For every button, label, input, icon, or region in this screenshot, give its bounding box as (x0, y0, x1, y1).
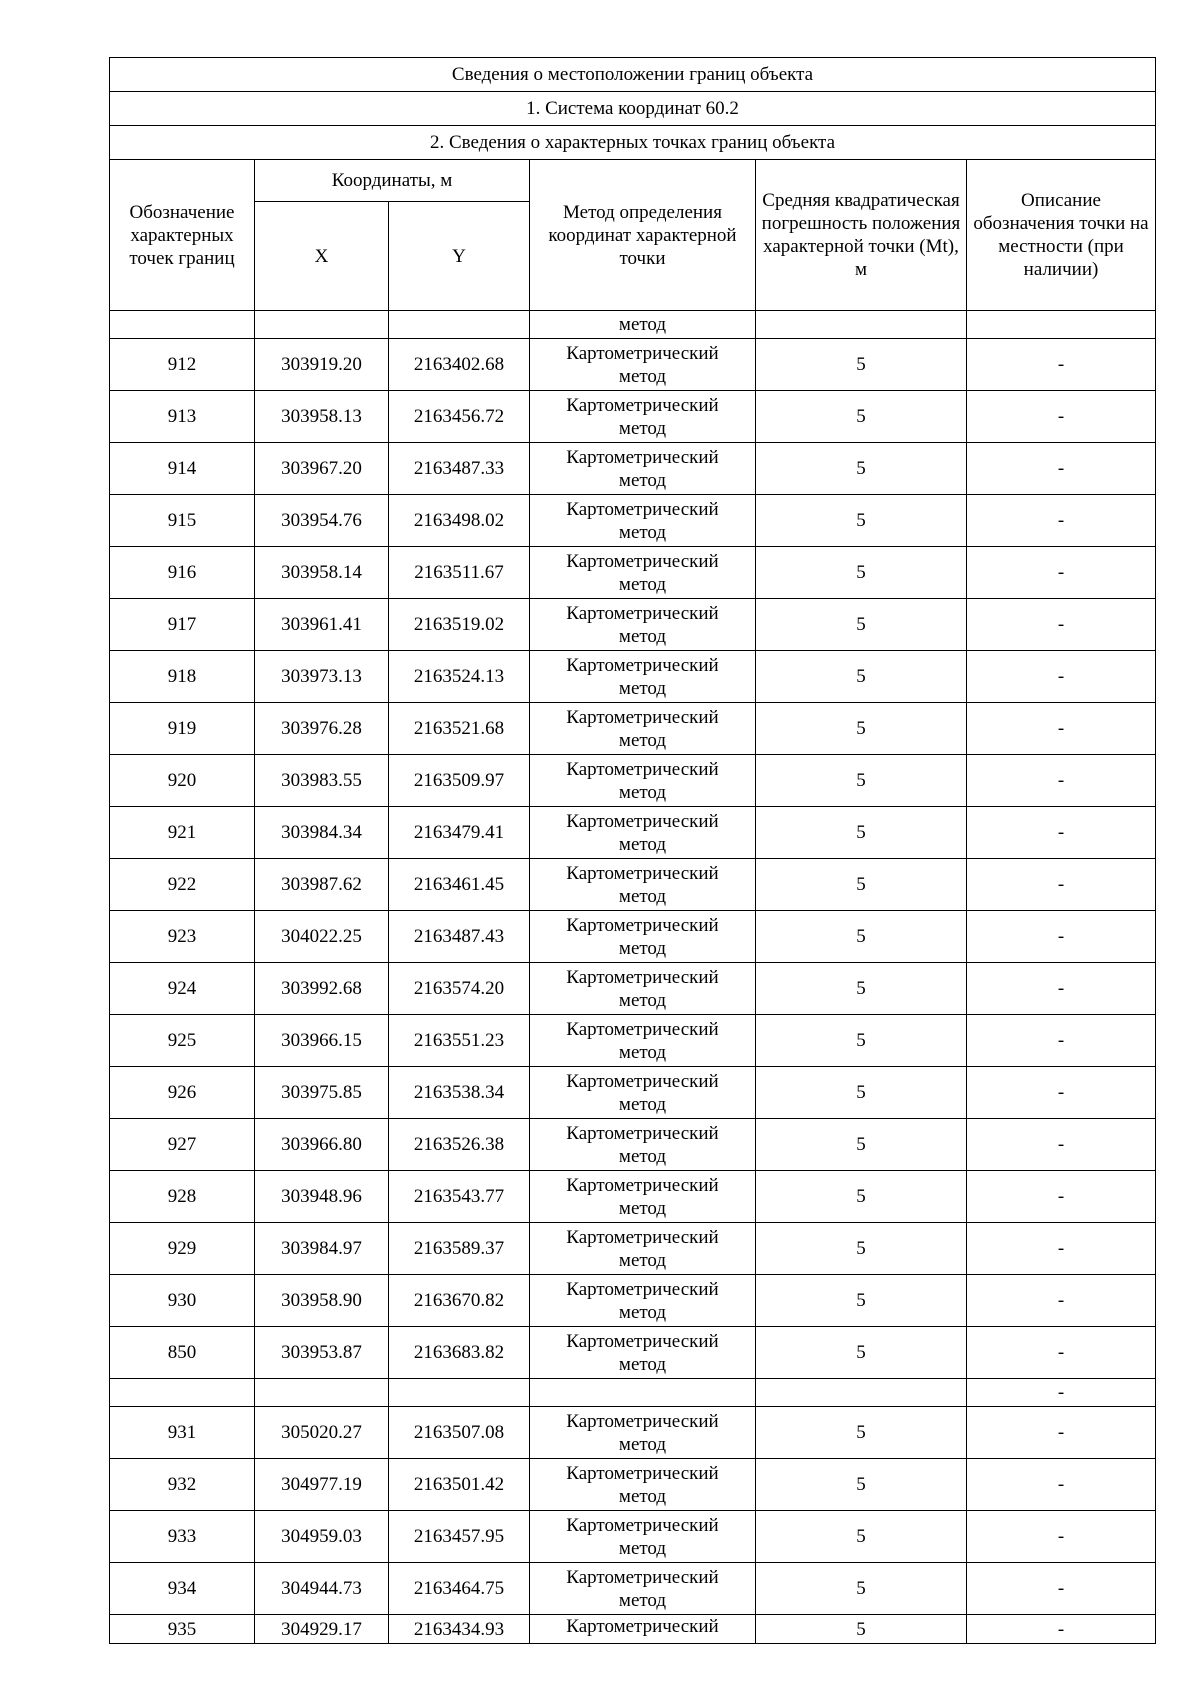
x-coordinate-cell: 303958.14 (255, 547, 389, 599)
point-id-cell: 932 (110, 1459, 255, 1511)
point-id-cell: 925 (110, 1015, 255, 1067)
method-cell (530, 755, 756, 807)
separator-desc-cell: - (967, 1379, 1156, 1407)
accuracy-cell: 5 (756, 755, 967, 807)
point-id-cell: 923 (110, 911, 255, 963)
table-row (110, 807, 1156, 859)
y-coordinate-cell: 2163519.02 (389, 599, 530, 651)
point-id-cell: 926 (110, 1067, 255, 1119)
continuation-method-cell: метод (530, 311, 756, 339)
description-cell: - (967, 339, 1156, 391)
table-row (110, 1459, 1156, 1511)
contour-separator-row (110, 1379, 1156, 1407)
point-id-cell: 912 (110, 339, 255, 391)
method-cell (530, 651, 756, 703)
x-coordinate-cell: 303948.96 (255, 1171, 389, 1223)
method-line-2: метод (618, 937, 667, 959)
accuracy-cell: 5 (756, 1615, 967, 1644)
method-line-2: метод (618, 1197, 667, 1219)
method-line-1: Картометрический (566, 498, 719, 520)
separator-empty-cell (110, 1379, 255, 1407)
x-coordinate-cell: 303983.55 (255, 755, 389, 807)
description-cell: - (967, 1563, 1156, 1615)
method-line-2: метод (618, 1249, 667, 1271)
x-coordinate-cell: 304977.19 (255, 1459, 389, 1511)
method-cell (530, 339, 756, 391)
description-cell: - (967, 495, 1156, 547)
method-cell (530, 1459, 756, 1511)
description-cell: - (967, 1015, 1156, 1067)
table-row (110, 651, 1156, 703)
point-id-cell: 915 (110, 495, 255, 547)
method-line-1: Картометрический (566, 1122, 719, 1144)
accuracy-cell: 5 (756, 703, 967, 755)
point-id-cell: 931 (110, 1407, 255, 1459)
x-coordinate-cell: 304022.25 (255, 911, 389, 963)
header-x: X (255, 202, 389, 311)
header-description: Описание обозначения точки на местности (при наличии) (967, 160, 1156, 311)
x-coordinate-cell: 304929.17 (255, 1615, 389, 1644)
method-line-1: Картометрический (566, 1410, 719, 1432)
y-coordinate-cell: 2163456.72 (389, 391, 530, 443)
method-cell (530, 1327, 756, 1379)
accuracy-cell: 5 (756, 599, 967, 651)
method-cell (530, 1067, 756, 1119)
method-line-2: метод (618, 365, 667, 387)
method-line-1: Картометрический (566, 654, 719, 676)
description-cell: - (967, 1223, 1156, 1275)
point-id-cell: 929 (110, 1223, 255, 1275)
method-cell (530, 703, 756, 755)
table-row (110, 1171, 1156, 1223)
table-row (110, 339, 1156, 391)
point-id-cell: 920 (110, 755, 255, 807)
table-row (110, 1119, 1156, 1171)
table-row (110, 911, 1156, 963)
accuracy-cell: 5 (756, 1511, 967, 1563)
point-id-cell: 918 (110, 651, 255, 703)
method-cell (530, 547, 756, 599)
accuracy-cell: 5 (756, 859, 967, 911)
accuracy-cell: 5 (756, 1119, 967, 1171)
method-line-1: Картометрический (566, 1514, 719, 1536)
table-row (110, 1223, 1156, 1275)
method-line-2: метод (618, 833, 667, 855)
method-cell (530, 859, 756, 911)
method-cell (530, 1511, 756, 1563)
method-cell (530, 599, 756, 651)
table-row (110, 391, 1156, 443)
y-coordinate-cell: 2163498.02 (389, 495, 530, 547)
x-coordinate-cell: 303987.62 (255, 859, 389, 911)
y-coordinate-cell: 2163683.82 (389, 1327, 530, 1379)
description-cell: - (967, 807, 1156, 859)
y-coordinate-cell: 2163487.33 (389, 443, 530, 495)
y-coordinate-cell: 2163543.77 (389, 1171, 530, 1223)
accuracy-cell: 5 (756, 495, 967, 547)
y-coordinate-cell: 2163551.23 (389, 1015, 530, 1067)
method-line-1: Картометрический (566, 1174, 719, 1196)
continuation-y-cell (389, 311, 530, 339)
accuracy-cell: 5 (756, 1067, 967, 1119)
point-id-cell: 914 (110, 443, 255, 495)
method-line-1: Картометрический (566, 602, 719, 624)
table-row (110, 1015, 1156, 1067)
separator-empty-cell (255, 1379, 389, 1407)
point-id-cell: 924 (110, 963, 255, 1015)
method-cell (530, 1015, 756, 1067)
continuation-x-cell (255, 311, 389, 339)
table-row (110, 547, 1156, 599)
method-cell: Картометрический (530, 1615, 756, 1644)
method-line-2: метод (618, 1537, 667, 1559)
method-line-1: Картометрический (566, 1018, 719, 1040)
method-cell (530, 807, 756, 859)
accuracy-cell: 5 (756, 1407, 967, 1459)
method-cell (530, 1119, 756, 1171)
point-id-cell: 922 (110, 859, 255, 911)
description-cell: - (967, 859, 1156, 911)
y-coordinate-cell: 2163589.37 (389, 1223, 530, 1275)
x-coordinate-cell: 303973.13 (255, 651, 389, 703)
description-cell: - (967, 1327, 1156, 1379)
description-cell: - (967, 703, 1156, 755)
y-coordinate-cell: 2163538.34 (389, 1067, 530, 1119)
method-cell (530, 1223, 756, 1275)
x-coordinate-cell: 304959.03 (255, 1511, 389, 1563)
accuracy-cell: 5 (756, 1171, 967, 1223)
coordinate-system-heading: 1. Система координат 60.2 (110, 92, 1156, 126)
point-id-cell: 933 (110, 1511, 255, 1563)
method-line-2: метод (618, 1589, 667, 1611)
description-cell: - (967, 1511, 1156, 1563)
accuracy-cell: 5 (756, 651, 967, 703)
x-coordinate-cell: 303919.20 (255, 339, 389, 391)
accuracy-cell: 5 (756, 1275, 967, 1327)
continuation-id-cell (110, 311, 255, 339)
point-id-cell: 919 (110, 703, 255, 755)
method-line-1: Картометрический (566, 706, 719, 728)
method-line-1: Картометрический (566, 446, 719, 468)
method-line-2: метод (618, 1433, 667, 1455)
description-cell: - (967, 755, 1156, 807)
y-coordinate-cell: 2163507.08 (389, 1407, 530, 1459)
method-cell (530, 1275, 756, 1327)
description-cell: - (967, 1119, 1156, 1171)
table-row (110, 495, 1156, 547)
points-section-heading: 2. Сведения о характерных точках границ объекта (110, 126, 1156, 160)
table-row (110, 1615, 1156, 1644)
method-line-1: Картометрический (566, 1226, 719, 1248)
point-id-cell: 916 (110, 547, 255, 599)
method-line-1: Картометрический (566, 810, 719, 832)
accuracy-cell: 5 (756, 1563, 967, 1615)
description-cell: - (967, 651, 1156, 703)
table-row (110, 1511, 1156, 1563)
method-line-2: метод (618, 781, 667, 803)
y-coordinate-cell: 2163461.45 (389, 859, 530, 911)
table-row (110, 1407, 1156, 1459)
method-line-1: Картометрический (566, 966, 719, 988)
method-line-2: метод (618, 1485, 667, 1507)
y-coordinate-cell: 2163501.42 (389, 1459, 530, 1511)
continuation-mt-cell (756, 311, 967, 339)
table-row (110, 1067, 1156, 1119)
x-coordinate-cell: 303953.87 (255, 1327, 389, 1379)
separator-empty-cell (389, 1379, 530, 1407)
x-coordinate-cell: 305020.27 (255, 1407, 389, 1459)
method-line-1: Картометрический (566, 914, 719, 936)
y-coordinate-cell: 2163521.68 (389, 703, 530, 755)
method-line-2: метод (618, 729, 667, 751)
table-row (110, 859, 1156, 911)
method-cell (530, 443, 756, 495)
x-coordinate-cell: 303958.13 (255, 391, 389, 443)
table-row (110, 755, 1156, 807)
method-line-1: Картометрический (566, 862, 719, 884)
x-coordinate-cell: 304944.73 (255, 1563, 389, 1615)
accuracy-cell: 5 (756, 807, 967, 859)
description-cell: - (967, 1275, 1156, 1327)
x-coordinate-cell: 303975.85 (255, 1067, 389, 1119)
method-cell (530, 391, 756, 443)
method-cell (530, 1407, 756, 1459)
x-coordinate-cell: 303961.41 (255, 599, 389, 651)
method-line-1: Картометрический (566, 1330, 719, 1352)
method-cell (530, 1563, 756, 1615)
accuracy-cell: 5 (756, 1459, 967, 1511)
point-id-cell: 921 (110, 807, 255, 859)
accuracy-cell: 5 (756, 911, 967, 963)
accuracy-cell: 5 (756, 1327, 967, 1379)
table-row (110, 963, 1156, 1015)
x-coordinate-cell: 303954.76 (255, 495, 389, 547)
y-coordinate-cell: 2163464.75 (389, 1563, 530, 1615)
point-id-cell: 935 (110, 1615, 255, 1644)
point-id-cell: 927 (110, 1119, 255, 1171)
method-line-1: Картометрический (566, 1278, 719, 1300)
y-coordinate-cell: 2163487.43 (389, 911, 530, 963)
y-coordinate-cell: 2163509.97 (389, 755, 530, 807)
method-line-2: метод (618, 521, 667, 543)
description-cell: - (967, 1171, 1156, 1223)
x-coordinate-cell: 303966.80 (255, 1119, 389, 1171)
method-line-2: метод (618, 989, 667, 1011)
description-cell: - (967, 1407, 1156, 1459)
method-line-1: Картометрический (566, 1566, 719, 1588)
header-method: Метод определения координат характерной точки (530, 160, 756, 311)
description-cell: - (967, 443, 1156, 495)
accuracy-cell: 5 (756, 547, 967, 599)
method-line-2: метод (618, 417, 667, 439)
method-line-2: метод (618, 573, 667, 595)
table-row (110, 1275, 1156, 1327)
method-line-2: метод (618, 1145, 667, 1167)
accuracy-cell: 5 (756, 1015, 967, 1067)
method-cell (530, 911, 756, 963)
method-line-2: метод (618, 1093, 667, 1115)
y-coordinate-cell: 2163479.41 (389, 807, 530, 859)
method-cell (530, 495, 756, 547)
x-coordinate-cell: 303984.97 (255, 1223, 389, 1275)
method-line-2: метод (618, 885, 667, 907)
method-line-2: метод (618, 1041, 667, 1063)
accuracy-cell: 5 (756, 339, 967, 391)
x-coordinate-cell: 303958.90 (255, 1275, 389, 1327)
y-coordinate-cell: 2163524.13 (389, 651, 530, 703)
point-id-cell: 934 (110, 1563, 255, 1615)
separator-empty-cell (756, 1379, 967, 1407)
header-point-designation: Обозначение характерных точек границ (110, 160, 255, 311)
description-cell: - (967, 963, 1156, 1015)
point-id-cell: 930 (110, 1275, 255, 1327)
description-cell: - (967, 1615, 1156, 1644)
table-row (110, 599, 1156, 651)
description-cell: - (967, 1067, 1156, 1119)
y-coordinate-cell: 2163574.20 (389, 963, 530, 1015)
point-id-cell: 928 (110, 1171, 255, 1223)
method-line-1: Картометрический (566, 758, 719, 780)
accuracy-cell: 5 (756, 963, 967, 1015)
y-coordinate-cell: 2163670.82 (389, 1275, 530, 1327)
continuation-row (110, 311, 1156, 339)
table-row (110, 1327, 1156, 1379)
y-coordinate-cell: 2163402.68 (389, 339, 530, 391)
method-cell (530, 963, 756, 1015)
method-line-1: Картометрический (566, 1070, 719, 1092)
header-accuracy: Средняя квадратическая погрешность положения характерной точки (Mt), м (756, 160, 967, 311)
method-line-2: метод (618, 469, 667, 491)
table-row (110, 443, 1156, 495)
x-coordinate-cell: 303984.34 (255, 807, 389, 859)
y-coordinate-cell: 2163457.95 (389, 1511, 530, 1563)
description-cell: - (967, 547, 1156, 599)
method-line-1: Картометрический (566, 394, 719, 416)
table-row (110, 703, 1156, 755)
description-cell: - (967, 599, 1156, 651)
description-cell: - (967, 1459, 1156, 1511)
method-line-2: метод (618, 1353, 667, 1375)
x-coordinate-cell: 303966.15 (255, 1015, 389, 1067)
accuracy-cell: 5 (756, 1223, 967, 1275)
method-line-1: Картометрический (566, 1462, 719, 1484)
method-line-2: метод (618, 677, 667, 699)
y-coordinate-cell: 2163526.38 (389, 1119, 530, 1171)
x-coordinate-cell: 303976.28 (255, 703, 389, 755)
method-cell (530, 1171, 756, 1223)
header-coordinates: Координаты, м (255, 160, 530, 202)
boundary-points-table (109, 57, 1156, 1644)
method-line-1: Картометрический (566, 342, 719, 364)
y-coordinate-cell: 2163434.93 (389, 1615, 530, 1644)
header-y: Y (389, 202, 530, 311)
accuracy-cell: 5 (756, 391, 967, 443)
table-row (110, 1563, 1156, 1615)
accuracy-cell: 5 (756, 443, 967, 495)
method-line-1: Картометрический (566, 550, 719, 572)
method-line-2: метод (618, 625, 667, 647)
x-coordinate-cell: 303992.68 (255, 963, 389, 1015)
point-id-cell: 850 (110, 1327, 255, 1379)
method-line-2: метод (618, 1301, 667, 1323)
description-cell: - (967, 391, 1156, 443)
separator-empty-cell (530, 1379, 756, 1407)
x-coordinate-cell: 303967.20 (255, 443, 389, 495)
point-id-cell: 917 (110, 599, 255, 651)
point-id-cell: 913 (110, 391, 255, 443)
description-cell: - (967, 911, 1156, 963)
y-coordinate-cell: 2163511.67 (389, 547, 530, 599)
table-title: Сведения о местоположении границ объекта (110, 58, 1156, 92)
continuation-desc-cell (967, 311, 1156, 339)
